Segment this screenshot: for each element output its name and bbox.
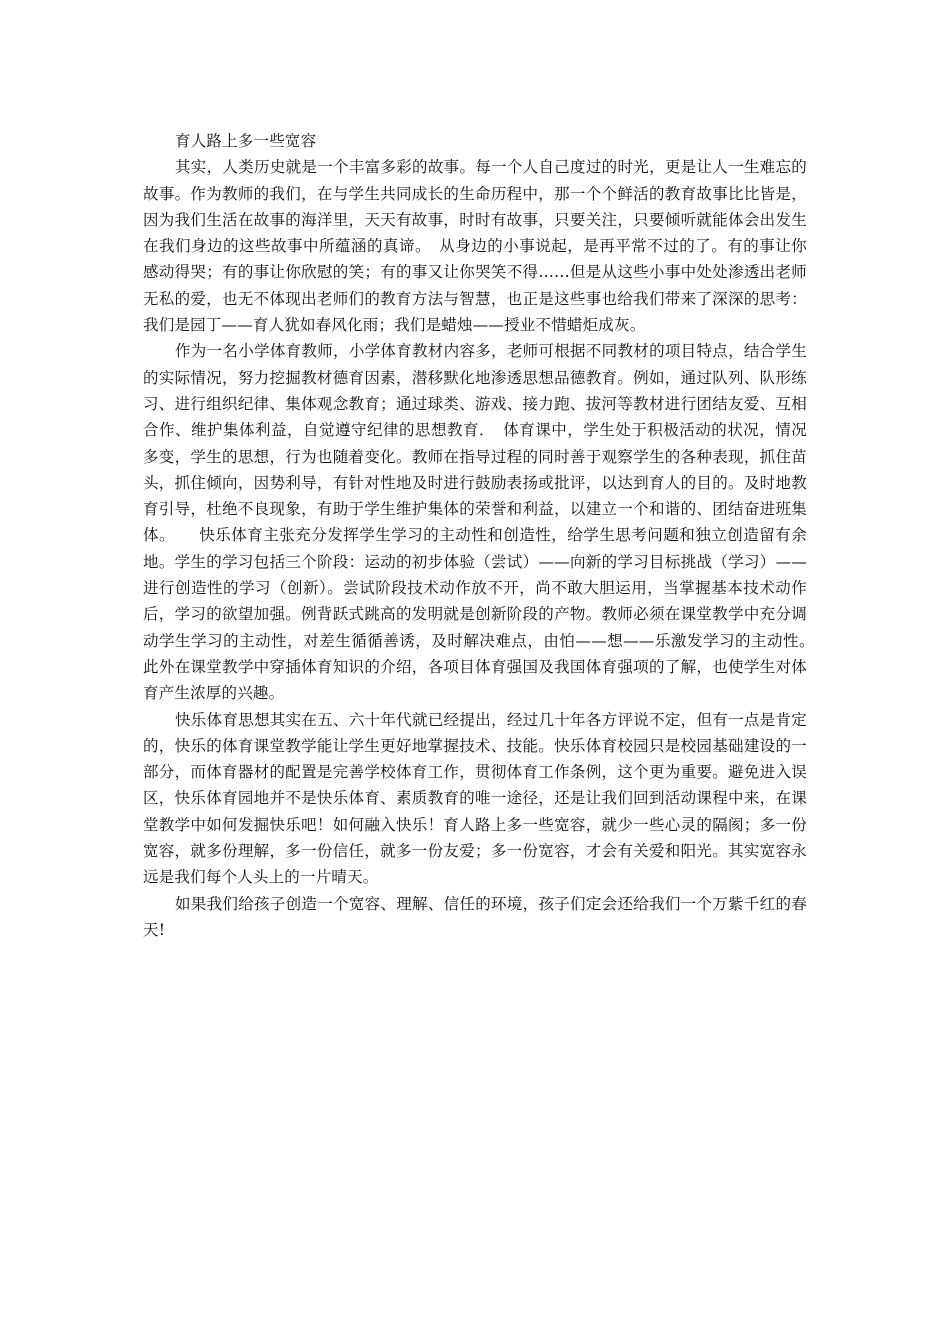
paragraph-1: 其实，人类历史就是一个丰富多彩的故事。每一个人自己度过的时光，更是让人一生难忘的故事。作为教师的我们，在与学生共同成长的生命历程中，那一个个鲜活的教育故事比比皆是，因为我们生活在故事的海洋里，天天有故事，时时有故事，只要关注，只要倾听就能体会出发生在我们身边的这些故事中所蕴涵的真谛。 从身边的小事说起，是再平常不过的了。有的事让你感动得哭；有的事让你欣慰的笑；有的事又让你哭笑不得……但是从这些小事中处处渗透出老师无私的爱，也无不体现出老师们的教育方法与智慧，也正是这些事也给我们带来了深深的思考：我们是园丁——育人犹如春风化雨；我们是蜡烛——授业不惜蜡炬成灰。 [143, 158, 807, 335]
paragraph-4: 如果我们给孩子创造一个宽容、理解、信任的环境，孩子们定会还给我们一个万紫千红的春天! [143, 894, 807, 939]
paragraph-3: 快乐体育思想其实在五、六十年代就已经提出，经过几十年各方评说不定，但有一点是肯定的，快乐的体育课堂教学能让学生更好地掌握技术、技能。快乐体育校园只是校园基础建设的一部分，而体育器材的配置是完善学校体育工作，贯彻体育工作条例，这个更为重要。避免进入误区，快乐体育园地并不是快乐体育、素质教育的唯一途径，还是让我们回到活动课程中来，在课堂教学中如何发掘快乐吧！如何融入快乐！育人路上多一些宽容，就少一些心灵的隔阂；多一份宽容，就多份理解，多一份信任，就多一份友爱；多一份宽容，才会有关爱和阳光。其实宽容永远是我们每个人头上的一片晴天。 [143, 710, 807, 887]
document-body [143, 128, 823, 943]
paragraph-2: 作为一名小学体育教师，小学体育教材内容多，老师可根据不同教材的项目特点，结合学生的实际情况，努力挖掘教材德育因素，潜移默化地渗透思想品德教育。例如，通过队列、队形练习、进行组织纪律、集体观念教育；通过球类、游戏、接力跑、拔河等教材进行团结友爱、互相合作、维护集体利益，自觉遵守纪律的思想教育． 体育课中，学生处于积极活动的状况，情况多变，学生的思想，行为也随着变化。教师在指导过程的同时善于观察学生的各种表现，抓住苗头，抓住倾向，因势利导，有针对性地及时进行鼓励表扬或批评，以达到育人的目的。及时地教育引导，杜绝不良现象，有助于学生维护集体的荣誉和利益，以建立一个和谐的、团结奋进班集体。 快乐体育主张充分发挥学生学习的主动性和创造性，给学生思考问题和独立创造留有余地。学生的学习包括三个阶段：运动的初步体验（尝试）——向新的学习目标挑战（学习）——进行创造性的学习（创新）。尝试阶段技术动作放不开，尚不敢大胆运用，当掌握基本技术动作后，学习的欲望加强。例背跃式跳高的发明就是创新阶段的产物。教师必须在课堂教学中充分调动学生学习的主动性，对差生循循善诱，及时解决难点，由怕——想——乐激发学习的主动性。 此外在课堂教学中穿插体育知识的介绍，各项目体育强国及我国体育强项的了解，也使学生对体育产生浓厚的兴趣。 [143, 342, 823, 703]
document-title: 育人路上多一些宽容 [175, 132, 317, 150]
